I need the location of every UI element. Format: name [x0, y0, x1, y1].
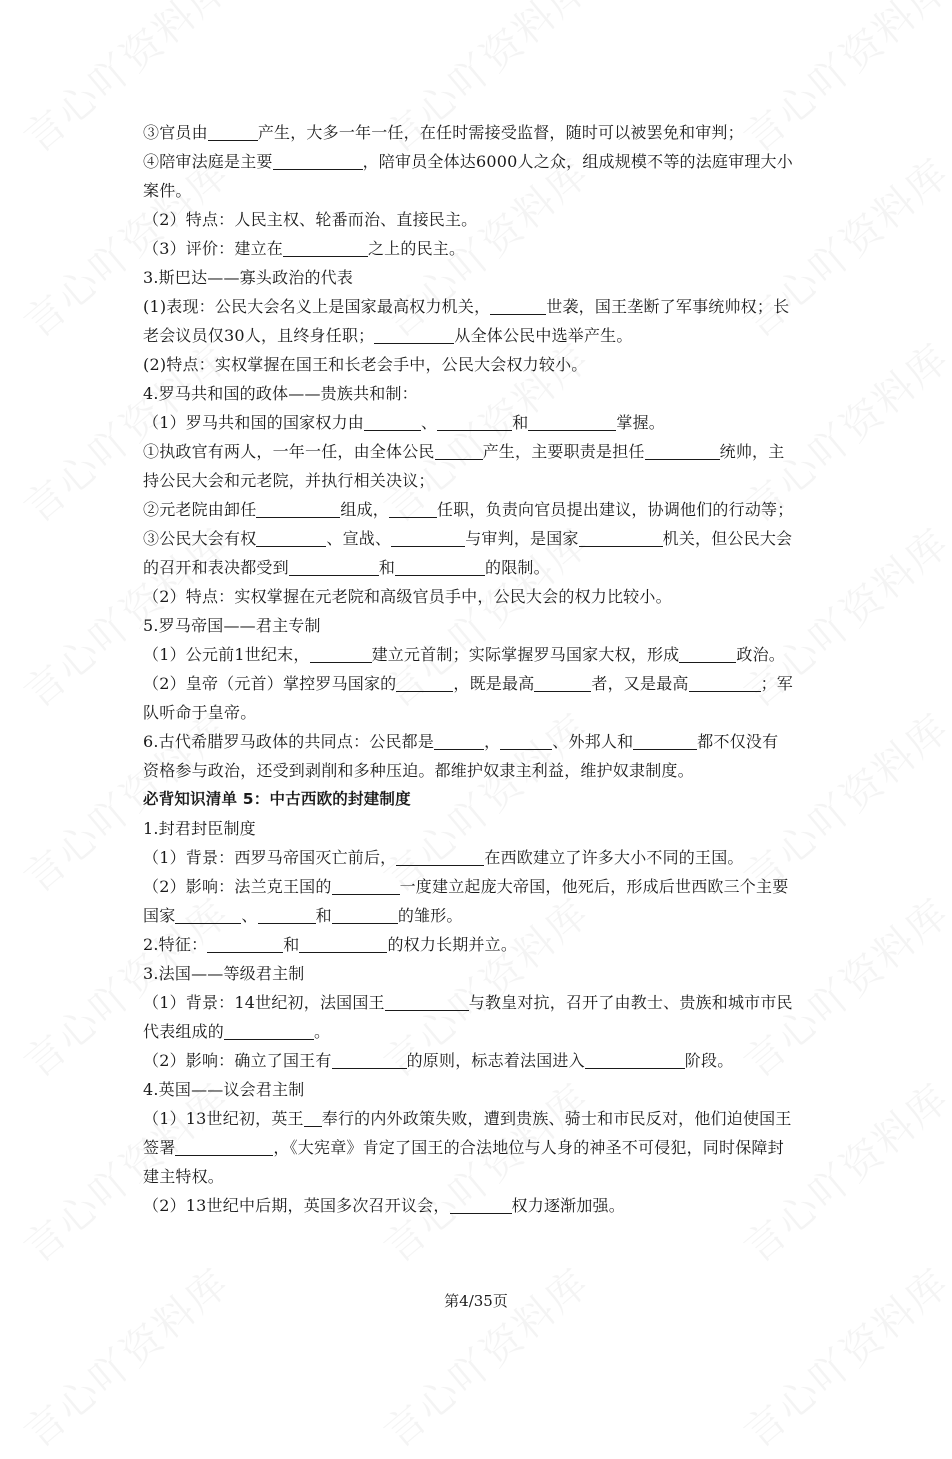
text-line [143, 321, 811, 350]
text-segment: 5.罗马帝国——君主专制 [143, 616, 321, 635]
text-segment: 一度建立起庞大帝国，他死后，形成后世西欧三个主要 [399, 877, 789, 896]
text-segment: 组成， [340, 500, 390, 519]
text-segment: (1)表现：公民大会名义上是国家最高权力机关， [143, 297, 491, 316]
text-segment: 6.古代希腊罗马政体的共同点：公民都是 [143, 732, 435, 751]
fill-in-blank [283, 239, 368, 257]
text-line [143, 263, 811, 292]
text-segment: 、宣战、 [326, 529, 392, 548]
watermark-text [370, 1253, 600, 1459]
text-segment: 持公民大会和元老院，并执行相关决议； [143, 471, 435, 490]
text-segment: 机关，但公民大会 [662, 529, 793, 548]
text-segment: 之上的民主。 [367, 239, 466, 258]
text-line [143, 495, 811, 524]
watermark-text [730, 1253, 952, 1459]
fill-in-blank [332, 877, 400, 895]
text-line [143, 234, 811, 263]
text-line [143, 901, 811, 930]
text-line [143, 408, 811, 437]
fill-in-blank [258, 906, 316, 924]
text-segment: 任职，负责向官员提出建议，协调他们的行动等； [437, 500, 794, 519]
text-segment: 都不仅没有 [697, 732, 779, 751]
text-line [143, 1191, 811, 1220]
text-line [143, 205, 811, 234]
watermark-text [10, 1253, 240, 1459]
text-segment: （2）13世纪中后期，英国多次召开议会， [143, 1196, 450, 1215]
fill-in-blank [310, 645, 372, 663]
text-line [143, 118, 811, 147]
text-line [143, 814, 811, 843]
fill-in-blank [256, 500, 340, 518]
fill-in-blank [528, 413, 616, 431]
text-segment: ②元老院由卸任 [143, 500, 257, 519]
text-line [143, 1046, 811, 1075]
text-segment: ；军 [760, 674, 794, 693]
text-segment: 队听命于皇帝。 [143, 703, 257, 722]
text-segment: 资格参与政治，还受到剥削和多种压迫。都维护奴隶主利益，维护奴隶制度。 [143, 761, 694, 780]
fill-in-blank [374, 326, 454, 344]
text-line [143, 553, 811, 582]
section-heading [143, 785, 811, 814]
text-segment: （2）影响：法兰克王国的 [143, 877, 332, 896]
fill-in-blank [304, 1109, 322, 1127]
text-line [143, 1133, 811, 1162]
text-line [143, 147, 811, 176]
text-line [143, 437, 811, 466]
text-segment: 建立元首制；实际掌握罗马国家大权，形成 [371, 645, 680, 664]
fill-in-blank [450, 1196, 512, 1214]
text-line [143, 959, 811, 988]
fill-in-blank [364, 413, 421, 431]
fill-in-blank [534, 674, 591, 692]
text-line [143, 843, 811, 872]
fill-in-blank [289, 558, 379, 576]
text-segment: 。 [314, 1022, 331, 1041]
text-segment: （1）背景：14世纪初，法国国王 [143, 993, 385, 1012]
text-segment: 国家 [143, 906, 176, 925]
page-number: 第4/35页 [444, 1292, 508, 1310]
text-segment: （2）影响：确立了国王有 [143, 1051, 332, 1070]
text-line [143, 988, 811, 1017]
text-line [143, 582, 811, 611]
text-segment: 产生，主要职责是担任 [482, 442, 645, 461]
fill-in-blank [385, 993, 469, 1011]
fill-in-blank [175, 1138, 273, 1156]
fill-in-blank [332, 1051, 407, 1069]
fill-in-blank [633, 732, 697, 750]
text-segment: 建主特权。 [143, 1167, 225, 1186]
text-segment: 案件。 [143, 181, 192, 200]
text-segment: 的召开和表决都受到 [143, 558, 289, 577]
fill-in-blank [396, 674, 453, 692]
text-segment: 从全体公民中选举产生。 [454, 326, 633, 345]
fill-in-blank [389, 500, 437, 518]
text-segment: 与教皇对抗，召开了由教士、贵族和城市市民 [468, 993, 793, 1012]
text-segment: 的雏形。 [397, 906, 463, 925]
text-segment: 与审判，是国家 [465, 529, 579, 548]
text-segment: ③公民大会有权 [143, 529, 257, 548]
fill-in-blank [332, 906, 398, 924]
fill-in-blank [679, 645, 736, 663]
fill-in-blank [645, 442, 720, 460]
text-segment: 和 [512, 413, 529, 432]
text-segment: 、外邦人和 [552, 732, 634, 751]
text-segment: 世袭，国王垄断了军事统帅权；长 [546, 297, 790, 316]
text-line [143, 1017, 811, 1046]
text-line [143, 756, 811, 785]
text-line [143, 640, 811, 669]
text-segment: 政治。 [736, 645, 785, 664]
text-segment: （1）13世纪初，英王 [143, 1109, 304, 1128]
text-segment: 老会议员仅30人，且终身任职； [143, 326, 375, 345]
text-segment: 奉行的内外政策失败，遭到贵族、骑士和市民反对，他们迫使国王 [321, 1109, 792, 1128]
fill-in-blank [224, 1022, 314, 1040]
document-body [143, 118, 811, 1220]
text-line [143, 872, 811, 901]
text-segment: 的权力长期并立。 [387, 935, 518, 954]
fill-in-blank [175, 906, 241, 924]
text-line [143, 930, 811, 959]
fill-in-blank [500, 732, 552, 750]
fill-in-blank [437, 413, 512, 431]
text-segment: 3.斯巴达——寡头政治的代表 [143, 268, 354, 287]
text-segment: 的原则，标志着法国进入 [406, 1051, 585, 1070]
fill-in-blank [585, 1051, 685, 1069]
text-line [143, 176, 811, 205]
text-segment: 必背知识清单 5：中古西欧的封建制度 [143, 790, 411, 808]
text-segment: ，既是最高 [453, 674, 535, 693]
text-segment: 和 [315, 906, 332, 925]
text-line [143, 379, 811, 408]
text-segment: 1.封君封臣制度 [143, 819, 256, 838]
fill-in-blank [391, 529, 465, 547]
fill-in-blank [299, 935, 387, 953]
fill-in-blank [434, 732, 484, 750]
text-segment: 签署 [143, 1138, 176, 1157]
text-segment: 2.特征： [143, 935, 208, 954]
text-segment: 阶段。 [684, 1051, 734, 1070]
fill-in-blank [208, 123, 258, 141]
text-segment: （2）特点：实权掌握在元老院和高级官员手中，公民大会的权力比较小。 [143, 587, 672, 606]
text-segment: ④陪审法庭是主要 [143, 152, 273, 171]
text-line [143, 1162, 811, 1191]
fill-in-blank [395, 558, 485, 576]
text-segment: 在西欧建立了许多大小不同的王国。 [484, 848, 744, 867]
text-segment: （1）公元前1世纪末， [143, 645, 310, 664]
text-segment: 3.法国——等级君主制 [143, 964, 305, 983]
text-segment: 权力逐渐加强。 [511, 1196, 625, 1215]
text-line [143, 350, 811, 379]
text-segment: 的限制。 [485, 558, 550, 577]
text-line [143, 611, 811, 640]
text-line [143, 292, 811, 321]
fill-in-blank [579, 529, 663, 547]
text-segment: ③官员由 [143, 123, 208, 142]
text-segment: ，《大宪章》肯定了国王的合法地位与人身的神圣不可侵犯，同时保障封 [273, 1138, 784, 1157]
text-line [143, 698, 811, 727]
text-segment: 统帅，主 [719, 442, 785, 461]
text-line [143, 524, 811, 553]
text-segment: 4.罗马共和国的政体——贵族共和制： [143, 384, 418, 403]
text-segment: 4.英国——议会君主制 [143, 1080, 305, 1099]
text-segment: （1）罗马共和国的国家权力由 [143, 413, 364, 432]
fill-in-blank [256, 529, 326, 547]
text-segment: 者，又是最高 [591, 674, 689, 693]
text-segment: 和 [283, 935, 300, 954]
text-segment: ，陪审员全体达6000人之众，组成规模不等的法庭审理大小 [362, 152, 793, 171]
text-segment: （3）评价：建立在 [143, 239, 283, 258]
fill-in-blank [689, 674, 761, 692]
text-line [143, 1075, 811, 1104]
text-line [143, 466, 811, 495]
fill-in-blank [396, 848, 484, 866]
fill-in-blank [490, 297, 546, 315]
text-segment: （2）皇帝（元首）掌控罗马国家的 [143, 674, 397, 693]
text-line [143, 669, 811, 698]
text-line [143, 1104, 811, 1133]
text-segment: 、 [420, 413, 438, 432]
fill-in-blank [435, 442, 483, 460]
fill-in-blank [273, 152, 363, 170]
text-segment: 掌握。 [616, 413, 665, 432]
text-segment: 产生，大多一年一任，在任时需接受监督，随时可以被罢免和审判； [257, 123, 744, 142]
text-segment: 和 [378, 558, 396, 577]
fill-in-blank [207, 935, 283, 953]
text-segment: 、 [241, 906, 258, 925]
text-segment: （2）特点：人民主权、轮番而治、直接民主。 [143, 210, 478, 229]
text-line [143, 727, 811, 756]
text-segment: ①执政官有两人，一年一任，由全体公民 [143, 442, 435, 461]
text-segment: （1）背景：西罗马帝国灭亡前后， [143, 848, 397, 867]
text-segment: 代表组成的 [143, 1022, 225, 1041]
text-segment: (2)特点：实权掌握在国王和长老会手中，公民大会权力较小。 [143, 355, 588, 374]
text-segment: ， [484, 732, 501, 751]
